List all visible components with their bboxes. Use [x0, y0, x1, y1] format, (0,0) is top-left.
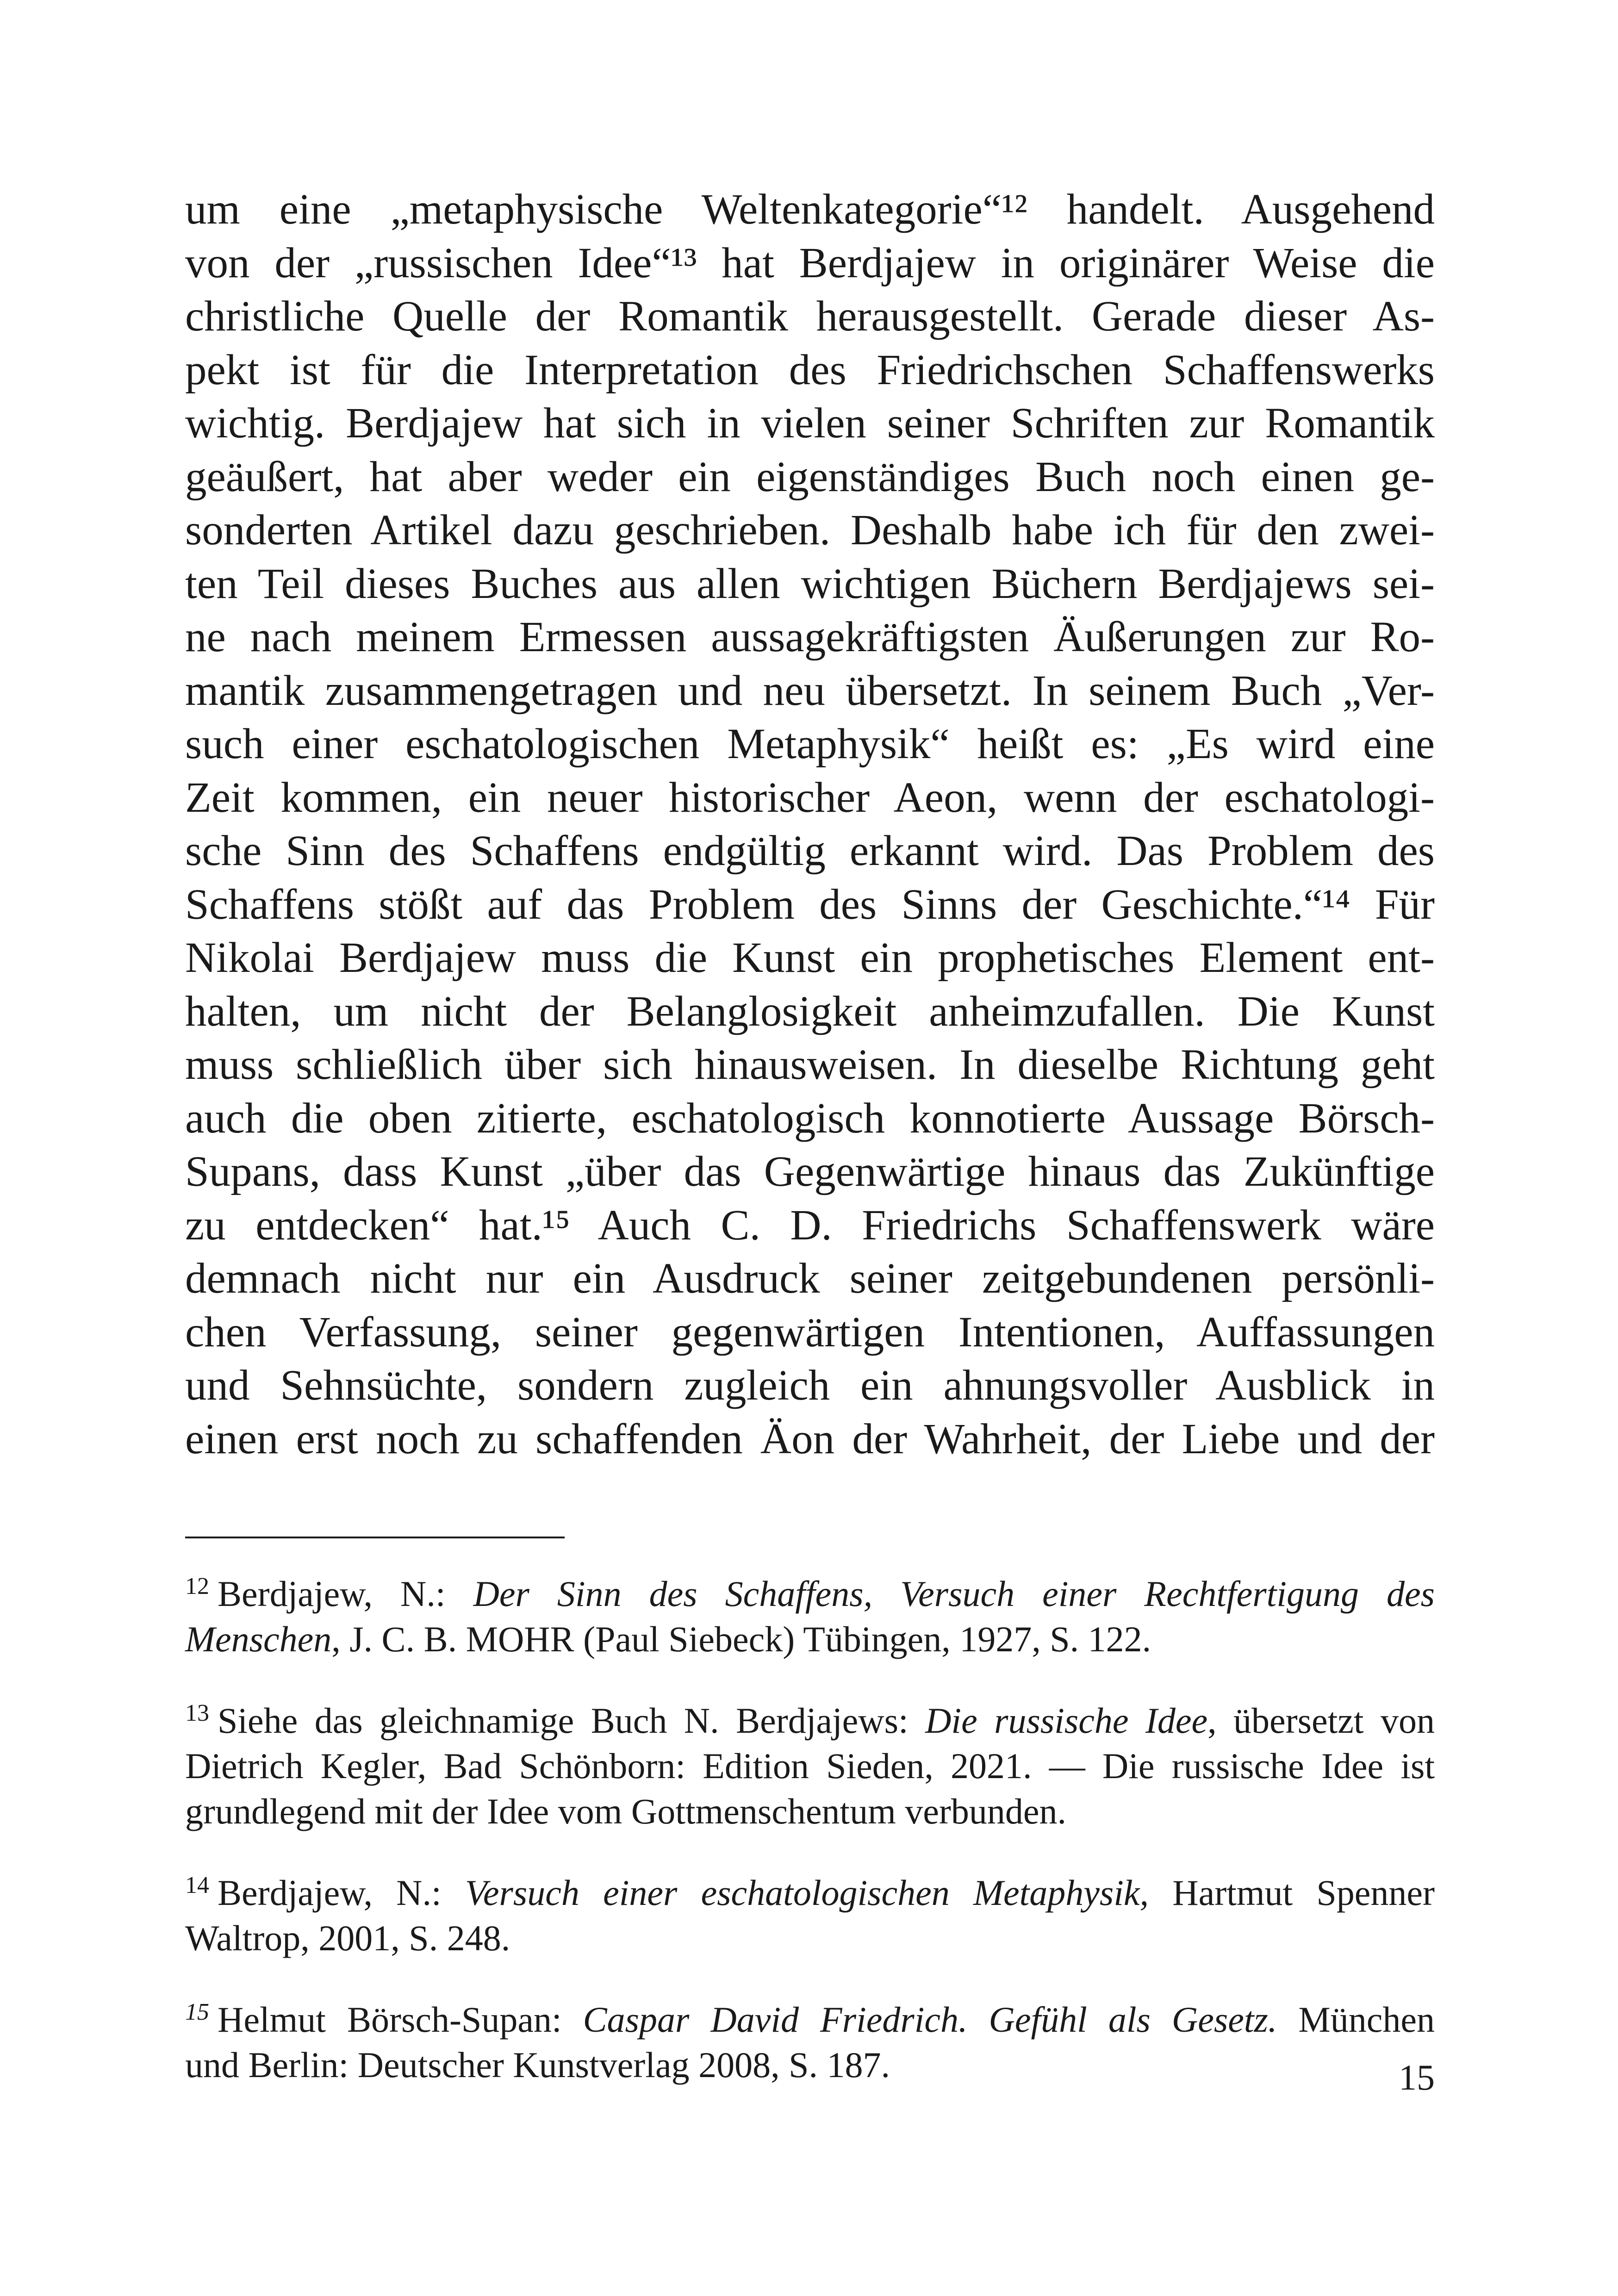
footnote-title: Der Sinn des Schaffens, Versuch einer Rechtfertigung des: [473, 1574, 1435, 1614]
body-line: demnach nicht nur ein Ausdruck seiner zeitgebundenen persönli-: [185, 1255, 1435, 1302]
body-line: geäußert, hat aber weder ein eigenständiges Buch noch einen ge-: [185, 453, 1435, 501]
footnote-line: [185, 1571, 1435, 1617]
footnote-author: Berdjajew, N.:: [218, 1873, 465, 1913]
footnote-line: [185, 1997, 1435, 2042]
body-line: muss schließlich über sich hinausweisen. In dieselbe Richtung geht: [185, 1041, 1435, 1089]
footnote-line: und Berlin: Deutscher Kunstverlag 2008, S. 187.: [185, 2045, 890, 2085]
footnote-source: , J. C. B. MOHR (Paul Siebeck) Tübingen, 1927, S. 122.: [331, 1619, 1151, 1659]
body-line: such einer eschatologischen Metaphysik“ heißt es: „Es wird eine: [185, 720, 1435, 768]
footnote-line: grundlegend mit der Idee vom Gottmenschentum verbunden.: [185, 1791, 1066, 1831]
footnote-author: Berdjajew, N.:: [218, 1574, 473, 1614]
footnote-15: [185, 1997, 1435, 2088]
body-line: halten, um nicht der Belanglosigkeit anheimzufallen. Die Kunst: [185, 987, 1435, 1035]
footnote-source: Hartmut Spenner: [1149, 1873, 1435, 1913]
body-line: ne nach meinem Ermessen aussagekräftigsten Äußerungen zur Ro-: [185, 613, 1435, 661]
body-line: sonderten Artikel dazu geschrieben. Deshalb habe ich für den zwei-: [185, 506, 1435, 554]
footnote-line: [185, 1870, 1435, 1916]
book-page: [185, 183, 1435, 2210]
body-line: einen erst noch zu schaffenden Äon der Wahrheit, der Liebe und der: [185, 1415, 1435, 1463]
page-number: 15: [1399, 2057, 1435, 2097]
footnote-line: Dietrich Kegler, Bad Schönborn: Edition Sieden, 2021. — Die russische Idee ist: [185, 1746, 1435, 1786]
footnote-title: Die russische Idee: [925, 1700, 1208, 1741]
footnote-number: 13: [185, 1700, 209, 1726]
body-line: chen Verfassung, seiner gegenwärtigen Intentionen, Auffassungen: [185, 1308, 1435, 1356]
body-line: sche Sinn des Schaffens endgültig erkannt wird. Das Problem des: [185, 827, 1435, 875]
body-line: Nikolai Berdjajew muss die Kunst ein prophetisches Element ent-: [185, 934, 1435, 982]
body-line: mantik zusammengetragen und neu übersetzt. In seinem Buch „Ver-: [185, 666, 1435, 715]
body-line: christliche Quelle der Romantik herausgestellt. Gerade dieser As-: [185, 292, 1435, 340]
footnote-text: , übersetzt von: [1207, 1700, 1435, 1741]
footnote-12: [185, 1571, 1435, 1662]
body-line: ten Teil dieses Buches aus allen wichtigen Büchern Berdjajews sei-: [185, 560, 1435, 608]
footnote-line: [185, 1698, 1435, 1743]
footnote-line: [185, 1617, 1435, 1662]
footnote-line: Waltrop, 2001, S. 248.: [185, 1918, 510, 1958]
body-line: Supans, dass Kunst „über das Gegenwärtige hinaus das Zukünftige: [185, 1148, 1435, 1195]
body-line: Zeit kommen, ein neuer historischer Aeon, wenn der eschatologi-: [185, 773, 1435, 821]
footnotes: [185, 1571, 1435, 2124]
footnote-title: Caspar David Friedrich. Gefühl als Gesetz.: [583, 1999, 1277, 2040]
footnote-separator: [185, 1537, 565, 1538]
footnote-title: Versuch einer eschatologischen Metaphysik,: [465, 1873, 1149, 1913]
body-line: um eine „metaphysische Weltenkategorie“¹² handelt. Ausgehend: [185, 186, 1435, 233]
footnote-source: München: [1277, 1999, 1435, 2040]
footnote-14: [185, 1870, 1435, 1961]
body-line: Schaffens stößt auf das Problem des Sinns der Geschichte.“¹⁴ Für: [185, 880, 1435, 928]
body-line: von der „russischen Idee“¹³ hat Berdjajew in originärer Weise die: [185, 239, 1435, 287]
body-line: wichtig. Berdjajew hat sich in vielen seiner Schriften zur Romantik: [185, 399, 1435, 447]
footnote-number: 14: [185, 1872, 209, 1898]
footnote-text: Siehe das gleichnamige Buch N. Berdjajews:: [218, 1700, 926, 1741]
footnote-number: 12: [185, 1573, 209, 1599]
body-line: und Sehnsüchte, sondern zugleich ein ahnungsvoller Ausblick in: [185, 1362, 1435, 1409]
body-line: pekt ist für die Interpretation des Friedrichschen Schaffenswerks: [185, 346, 1435, 394]
footnote-13: [185, 1698, 1435, 1834]
body-paragraph: [185, 183, 1435, 1466]
body-line: auch die oben zitierte, eschatologisch konnotierte Aussage Börsch-: [185, 1094, 1435, 1142]
footnote-title-cont: Menschen: [185, 1619, 332, 1659]
body-line: zu entdecken“ hat.¹⁵ Auch C. D. Friedrichs Schaffenswerk wäre: [185, 1201, 1435, 1249]
footnote-author: Helmut Börsch-Supan:: [218, 1999, 583, 2040]
footnote-number: 15: [185, 1999, 209, 2025]
